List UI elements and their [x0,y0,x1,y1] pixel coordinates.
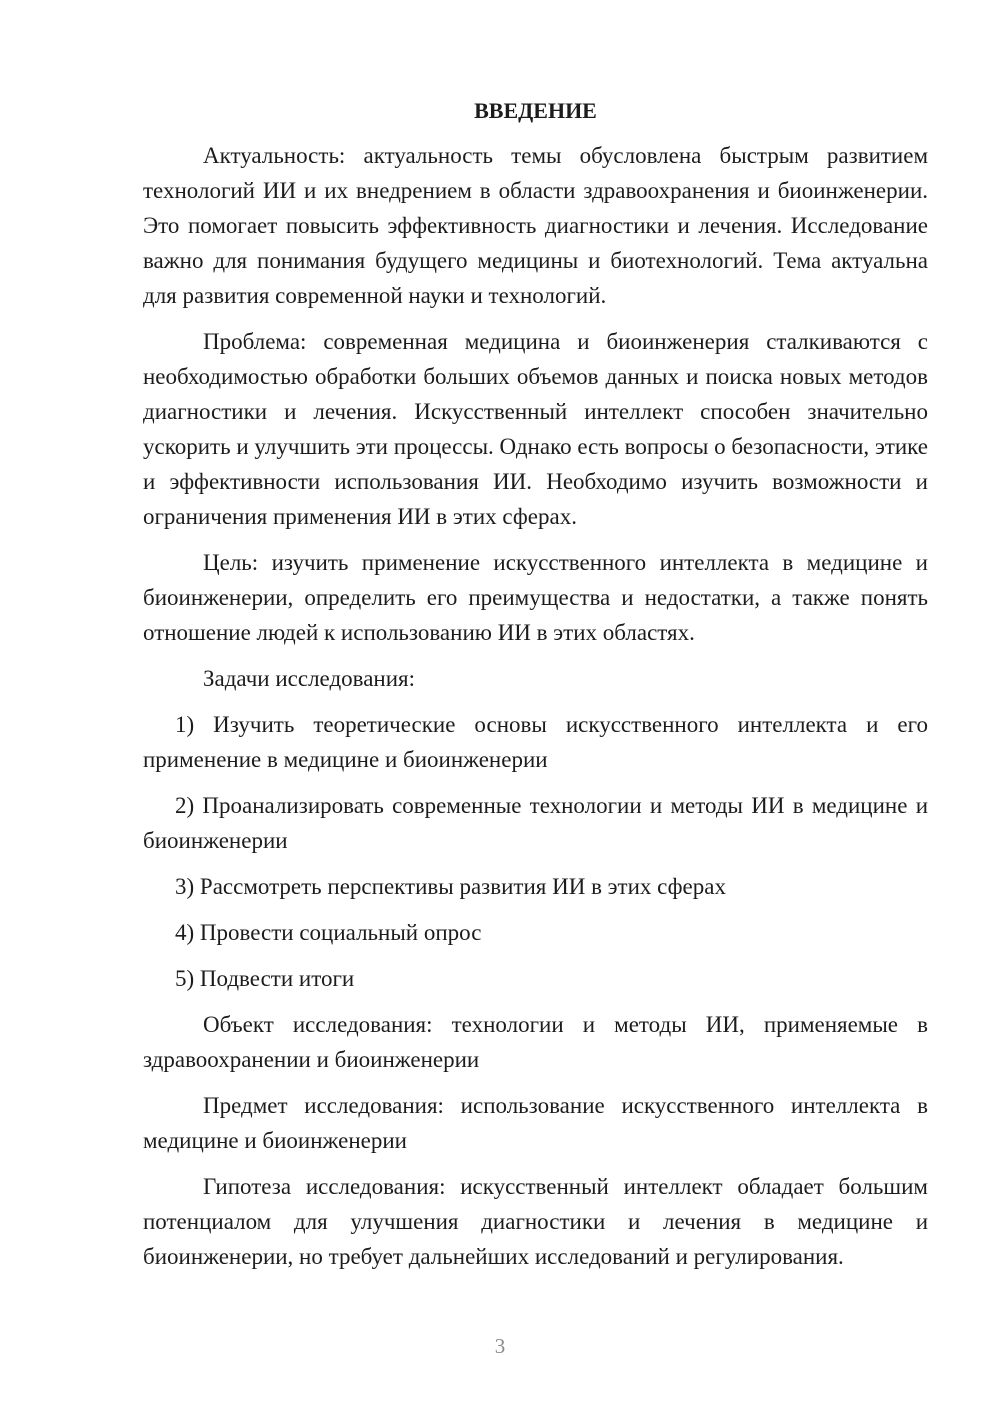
problem-paragraph: Проблема: современная медицина и биоинженерия сталкиваются с необходимостью обработки больших объемов данных и поиска новых методов диагностики и лечения. Искусственный интеллект способен значительно ускорить и улучшить эти процессы. Однако есть вопросы о безопасности, этике и эффективности использования ИИ. Необходимо изучить возможности и ограничения применения ИИ в этих сферах. [143,329,928,529]
task-item: 2) Проанализировать современные технологии и методы ИИ в медицине и биоинженерии [143,793,928,853]
subject-paragraph: Предмет исследования: использование искусственного интеллекта в медицине и биоинженерии [143,1093,928,1153]
section-heading: ВВЕДЕНИЕ [474,98,597,123]
object-paragraph: Объект исследования: технологии и методы ИИ, применяемые в здравоохранении и биоинженерии [143,1012,928,1072]
task-item: 4) Провести социальный опрос [175,920,482,945]
task-item: 1) Изучить теоретические основы искусственного интеллекта и его применение в медицине и биоинженерии [143,712,928,772]
document-body [143,96,928,1274]
hypothesis-paragraph: Гипотеза исследования: искусственный интеллект обладает большим потенциалом для улучшения диагностики и лечения в медицине и биоинженерии, но требует дальнейших исследований и регулирования. [143,1174,928,1269]
tasks-list [143,707,928,996]
task-item: 5) Подвести итоги [175,966,355,991]
tasks-intro-paragraph: Задачи исследования: [203,666,416,691]
goal-paragraph: Цель: изучить применение искусственного интеллекта в медицине и биоинженерии, определить его преимущества и недостатки, а также понять отношение людей к использованию ИИ в этих областях. [143,550,928,645]
page-number: 3 [494,1334,506,1358]
relevance-paragraph: Актуальность: актуальность темы обусловлена быстрым развитием технологий ИИ и их внедрением в области здравоохранения и биоинженерии. Это помогает повысить эффективность диагностики и лечения. Исследование важно для понимания будущего медицины и биотехнологий. Тема актуальна для развития современной науки и технологий. [143,143,928,308]
task-item: 3) Рассмотреть перспективы развития ИИ в этих сферах [175,874,726,899]
